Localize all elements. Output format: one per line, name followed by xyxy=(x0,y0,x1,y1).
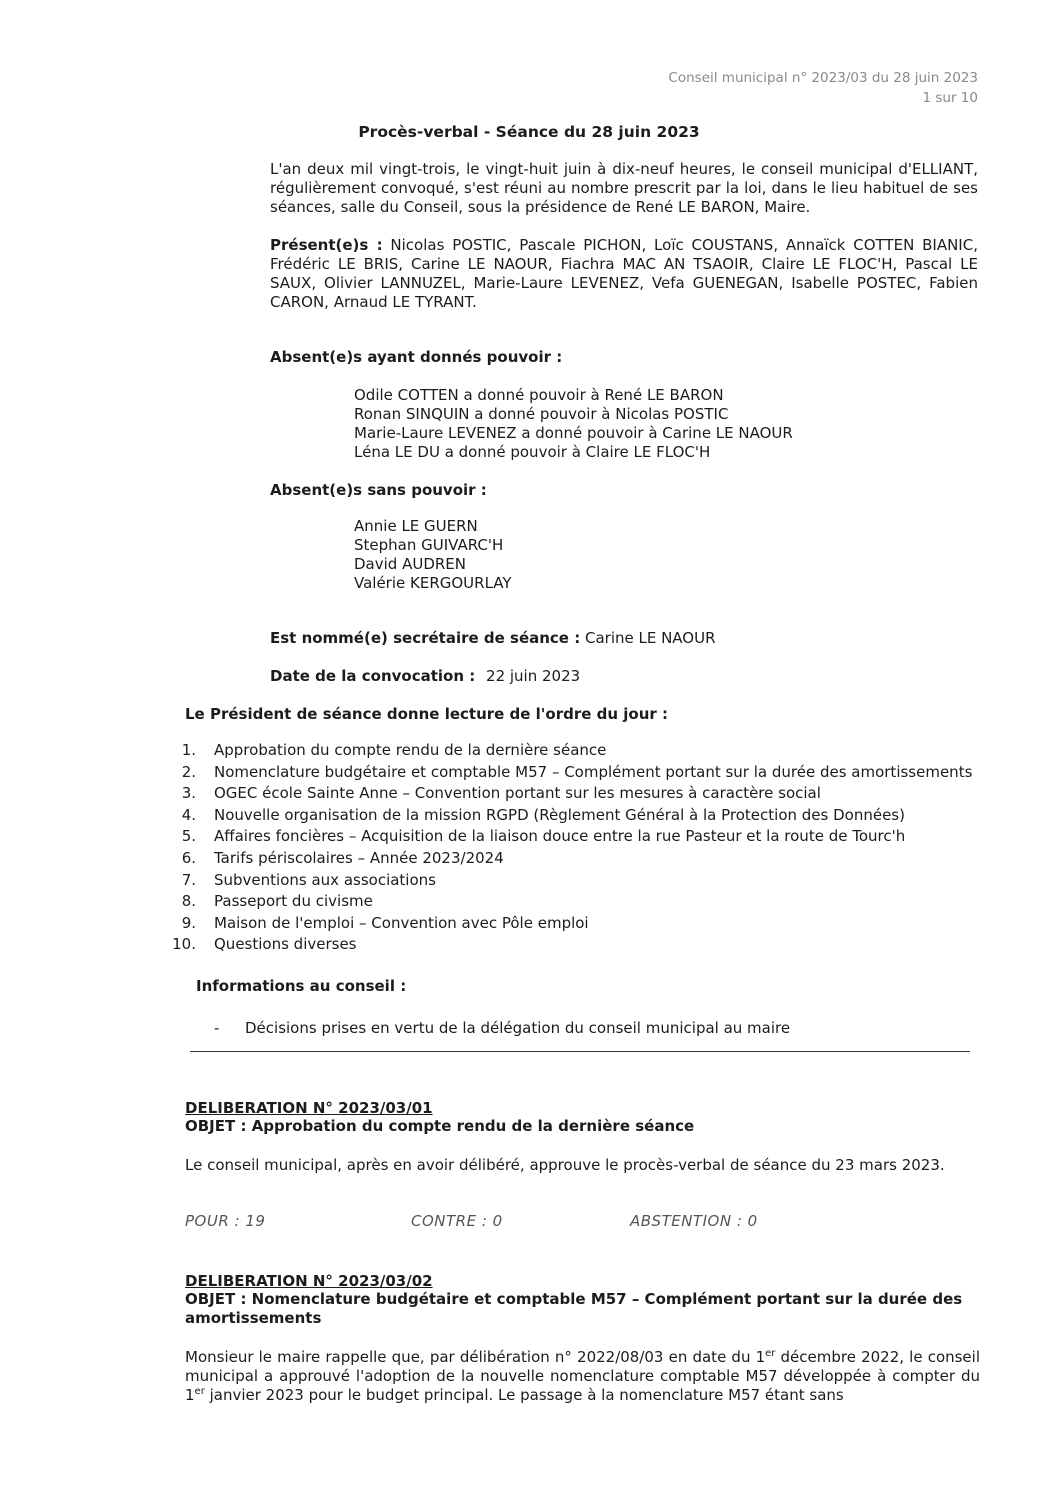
intro-paragraph: L'an deux mil vingt-trois, le vingt-huit juin à dix-neuf heures, le conseil municipal d'ELLIANT, régulièrement convoqué, s'est réuni au nombre prescrit par la loi, dans le lieu habituel de ses séances, salle du Conseil, sous la présidence de René LE BARON, Maire. xyxy=(270,160,978,216)
secretaire-line xyxy=(270,629,716,647)
absent-sans-item: David AUDREN xyxy=(354,555,466,573)
page-title: Procès-verbal - Séance du 28 juin 2023 xyxy=(358,123,700,141)
informations-item: Décisions prises en vertu de la délégation du conseil municipal au maire xyxy=(245,1019,791,1037)
agenda-item: Maison de l'emploi – Convention avec Pôle emploi xyxy=(214,914,589,932)
delib1-vote-contre: CONTRE : 0 xyxy=(411,1212,503,1230)
delib1-body: Le conseil municipal, après en avoir délibéré, approuve le procès-verbal de séance du 23 mars 2023. xyxy=(185,1156,945,1174)
agenda-item: Approbation du compte rendu de la dernière séance xyxy=(214,741,607,759)
agenda-number: 6. xyxy=(181,849,196,867)
agenda-number: 1. xyxy=(181,741,196,759)
header-page-number: 1 sur 10 xyxy=(922,90,978,106)
present-paragraph xyxy=(270,236,978,312)
absent-pouvoir-item: Marie-Laure LEVENEZ a donné pouvoir à Carine LE NAOUR xyxy=(354,424,793,442)
delib1-number: DELIBERATION N° 2023/03/01 xyxy=(185,1099,433,1117)
delib2-body xyxy=(185,1348,980,1405)
agenda-number: 2. xyxy=(181,763,196,781)
agenda-number: 10. xyxy=(172,935,196,953)
section-divider xyxy=(190,1051,970,1052)
absent-pouvoir-heading: Absent(e)s ayant donnés pouvoir : xyxy=(270,348,563,366)
informations-heading: Informations au conseil : xyxy=(196,977,407,995)
agenda-item: Affaires foncières – Acquisition de la liaison douce entre la rue Pasteur et la route de Tourc'h xyxy=(214,827,906,845)
present-names: Nicolas POSTIC, Pascale PICHON, Loïc COUSTANS, Annaïck COTTEN BIANIC, Frédéric LE BRIS, Carine LE NAOUR, Fiachra MAC AN TSAOIR, Claire LE FLOC'H, Pascal LE SAUX, Olivier LANNUZEL, Marie-Laure LEVENEZ, Vefa GUENEGAN, Isabelle POSTEC, Fabien CARON, Arnaud LE TYRANT. xyxy=(270,236,978,311)
delib2-sup-b: er xyxy=(194,1386,205,1397)
absent-sans-heading: Absent(e)s sans pouvoir : xyxy=(270,481,487,499)
agenda-number: 5. xyxy=(181,827,196,845)
agenda-number: 3. xyxy=(181,784,196,802)
secretaire-label: Est nommé(e) secrétaire de séance : xyxy=(270,629,581,647)
agenda-item: Passeport du civisme xyxy=(214,892,373,910)
absent-pouvoir-item: Ronan SINQUIN a donné pouvoir à Nicolas POSTIC xyxy=(354,405,729,423)
agenda-number: 9. xyxy=(181,914,196,932)
delib1-objet: OBJET : Approbation du compte rendu de la dernière séance xyxy=(185,1117,695,1135)
agenda-item: Subventions aux associations xyxy=(214,871,436,889)
informations-bullet: - xyxy=(214,1019,220,1037)
convocation-label: Date de la convocation : xyxy=(270,667,476,685)
present-label: Présent(e)s : xyxy=(270,236,383,254)
delib2-sup-a: er xyxy=(765,1348,776,1359)
delib2-objet: OBJET : Nomenclature budgétaire et comptable M57 – Complément portant sur la durée des amortissements xyxy=(185,1290,963,1327)
agenda-item: Nomenclature budgétaire et comptable M57 – Complément portant sur la durée des amortissements xyxy=(214,763,973,781)
absent-sans-item: Annie LE GUERN xyxy=(354,517,478,535)
agenda-item: OGEC école Sainte Anne – Convention portant sur les mesures à caractère social xyxy=(214,784,821,802)
agenda-item: Tarifs périscolaires – Année 2023/2024 xyxy=(214,849,504,867)
delib1-vote-pour: POUR : 19 xyxy=(185,1212,266,1230)
agenda-number: 8. xyxy=(181,892,196,910)
ordre-du-jour-heading: Le Président de séance donne lecture de l'ordre du jour : xyxy=(185,705,669,723)
agenda-item: Questions diverses xyxy=(214,935,357,953)
absent-pouvoir-item: Odile COTTEN a donné pouvoir à René LE BARON xyxy=(354,386,724,404)
delib1-vote-abstention: ABSTENTION : 0 xyxy=(630,1212,758,1230)
delib2-body-part-a: Monsieur le maire rappelle que, par délibération n° 2022/08/03 en date du 1 xyxy=(185,1348,766,1366)
absent-pouvoir-item: Léna LE DU a donné pouvoir à Claire LE FLOC'H xyxy=(354,443,711,461)
absent-sans-item: Valérie KERGOURLAY xyxy=(354,574,512,592)
secretaire-value: Carine LE NAOUR xyxy=(584,629,716,647)
convocation-value: 22 juin 2023 xyxy=(486,667,581,685)
agenda-item: Nouvelle organisation de la mission RGPD (Règlement Général à la Protection des Données) xyxy=(214,806,905,824)
header-meeting-ref: Conseil municipal n° 2023/03 du 28 juin 2023 xyxy=(668,70,978,86)
delib2-body-part-b: décembre 2022, le conseil municipal a approuvé l'adoption de la nouvelle nomenclature comptable M57 développée à compter du 1 xyxy=(185,1348,980,1404)
delib2-body-part-c: janvier 2023 pour le budget principal. Le passage à la nomenclature M57 étant sans xyxy=(204,1386,844,1404)
agenda-number: 7. xyxy=(181,871,196,889)
agenda-number: 4. xyxy=(181,806,196,824)
delib2-number: DELIBERATION N° 2023/03/02 xyxy=(185,1272,433,1290)
convocation-line xyxy=(270,667,580,685)
absent-sans-item: Stephan GUIVARC'H xyxy=(354,536,504,554)
